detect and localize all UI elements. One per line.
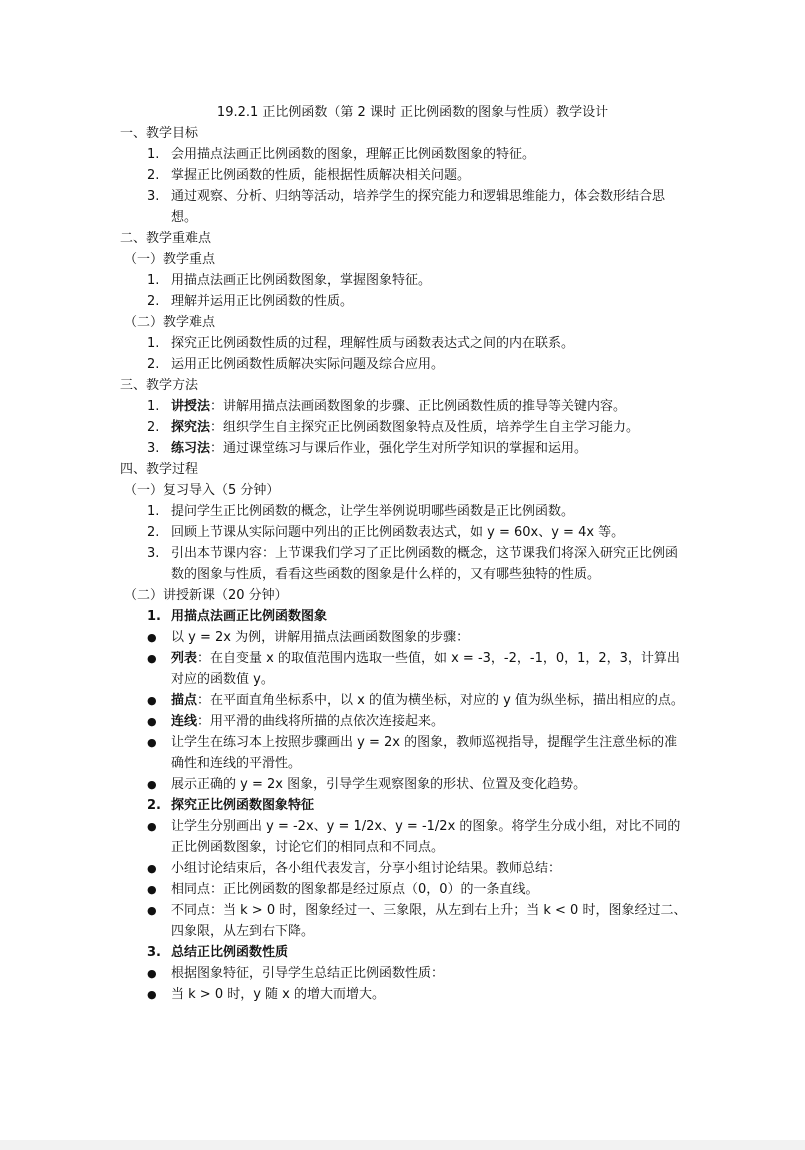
list-number: 1.: [147, 336, 160, 351]
bullet-item: ● 小组讨论结束后，各小组代表发言，分享小组讨论结果。教师总结：: [171, 858, 687, 879]
bullet-item: ● 让学生分别画出 y = -2x、y = 1/2x、y = -1/2x 的图象。将学生分成小组，对比不同的正比例函数图象，讨论它们的相同点和不同点。: [171, 816, 687, 858]
list-item: 1. 探究正比例函数性质的过程，理解性质与函数表达式之间的内在联系。: [171, 333, 687, 354]
list-number: 3.: [147, 441, 160, 456]
list-item: 3. 引出本节课内容：上节课我们学习了正比例函数的概念，这节课我们将深入研究正比例函数的图象与性质，看看这些函数的图象是什么样的，又有哪些独特的性质。: [171, 543, 687, 585]
bullet-icon: ●: [147, 988, 157, 1001]
list-item: 1. 讲授法：讲解用描点法画函数图象的步骤、正比例函数性质的推导等关键内容。: [171, 396, 687, 417]
bullet-icon: ●: [147, 883, 157, 896]
list-number: 1.: [147, 147, 160, 162]
list-number: 2.: [147, 420, 160, 435]
list-item: 1. 提问学生正比例函数的概念，让学生举例说明哪些函数是正比例函数。: [171, 501, 687, 522]
bullet-icon: ●: [147, 967, 157, 980]
list-item: 2. 探究法：组织学生自主探究正比例函数图象特点及性质，培养学生自主学习能力。: [171, 417, 687, 438]
section-heading-objectives: 一、教学目标: [120, 126, 199, 141]
list-item-heading: 3. 总结正比例函数性质: [171, 942, 687, 963]
subsection-heading-difficulty: （二）教学难点: [124, 315, 216, 330]
bullet-icon: ●: [147, 631, 157, 644]
list-item: 2. 运用正比例函数性质解决实际问题及综合应用。: [171, 354, 687, 375]
bullet-item: ● 根据图象特征，引导学生总结正比例函数性质：: [171, 963, 687, 984]
bullet-icon: ●: [147, 715, 157, 728]
bullet-icon: ●: [147, 778, 157, 791]
list-number: 2.: [147, 168, 160, 183]
list-item: 2. 回顾上节课从实际问题中列出的正比例函数表达式，如 y = 60x、y = 4x 等。: [171, 522, 687, 543]
list-item-heading: 1. 用描点法画正比例函数图象: [171, 606, 687, 627]
document-content: [0, 102, 805, 1005]
bullet-item: ● 列表：在自变量 x 的取值范围内选取一些值，如 x = -3，-2，-1，0，1，2，3，计算出对应的函数值 y。: [171, 648, 687, 690]
list-item: 1. 会用描点法画正比例函数的图象，理解正比例函数图象的特征。: [171, 144, 687, 165]
bullet-item: ● 以 y = 2x 为例，讲解用描点法画函数图象的步骤：: [171, 627, 687, 648]
list-number: 3.: [147, 189, 160, 204]
list-item: 1. 用描点法画正比例函数图象，掌握图象特征。: [171, 270, 687, 291]
bullet-item: ● 让学生在练习本上按照步骤画出 y = 2x 的图象，教师巡视指导，提醒学生注意坐标的准确性和连线的平滑性。: [171, 732, 687, 774]
list-number: 2.: [147, 294, 160, 309]
list-number: 1.: [147, 609, 161, 624]
subsection-heading-review: （一）复习导入（5 分钟）: [124, 483, 280, 498]
list-item: 3. 通过观察、分析、归纳等活动，培养学生的探究能力和逻辑思维能力，体会数形结合思想。: [171, 186, 687, 228]
list-number: 3.: [147, 945, 161, 960]
list-item: 2. 掌握正比例函数的性质，能根据性质解决相关问题。: [171, 165, 687, 186]
list-item: 3. 练习法：通过课堂练习与课后作业，强化学生对所学知识的掌握和运用。: [171, 438, 687, 459]
bullet-icon: ●: [147, 736, 157, 749]
bullet-icon: ●: [147, 820, 157, 833]
bullet-item: ● 不同点：当 k > 0 时，图象经过一、三象限，从左到右上升；当 k < 0 时，图象经过二、四象限，从左到右下降。: [171, 900, 687, 942]
bullet-item: ● 相同点：正比例函数的图象都是经过原点（0，0）的一条直线。: [171, 879, 687, 900]
section-heading-process: 四、教学过程: [120, 462, 199, 477]
list-number: 1.: [147, 273, 160, 288]
list-number: 2.: [147, 798, 161, 813]
list-number: 2.: [147, 357, 160, 372]
bullet-icon: ●: [147, 862, 157, 875]
list-number: 3.: [147, 546, 160, 561]
subsection-heading-new-lesson: （二）讲授新课（20 分钟）: [124, 588, 288, 603]
section-heading-methods: 三、教学方法: [120, 378, 199, 393]
document-title: 19.2.1 正比例函数（第 2 课时 正比例函数的图象与性质）教学设计: [216, 105, 609, 120]
list-number: 2.: [147, 525, 160, 540]
bullet-item: ● 连线：用平滑的曲线将所描的点依次连接起来。: [171, 711, 687, 732]
bullet-icon: ●: [147, 694, 157, 707]
bullet-item: ● 展示正确的 y = 2x 图象，引导学生观察图象的形状、位置及变化趋势。: [171, 774, 687, 795]
list-number: 1.: [147, 504, 160, 519]
bullet-item: ● 当 k > 0 时，y 随 x 的增大而增大。: [171, 984, 687, 1005]
list-item: 2. 理解并运用正比例函数的性质。: [171, 291, 687, 312]
bullet-icon: ●: [147, 904, 157, 917]
subsection-heading-focus: （一）教学重点: [124, 252, 216, 267]
list-item-heading: 2. 探究正比例函数图象特征: [171, 795, 687, 816]
bullet-icon: ●: [147, 652, 157, 665]
section-heading-key-points: 二、教学重难点: [120, 231, 212, 246]
bullet-item: ● 描点：在平面直角坐标系中，以 x 的值为横坐标，对应的 y 值为纵坐标，描出相应的点。: [171, 690, 687, 711]
list-number: 1.: [147, 399, 160, 414]
